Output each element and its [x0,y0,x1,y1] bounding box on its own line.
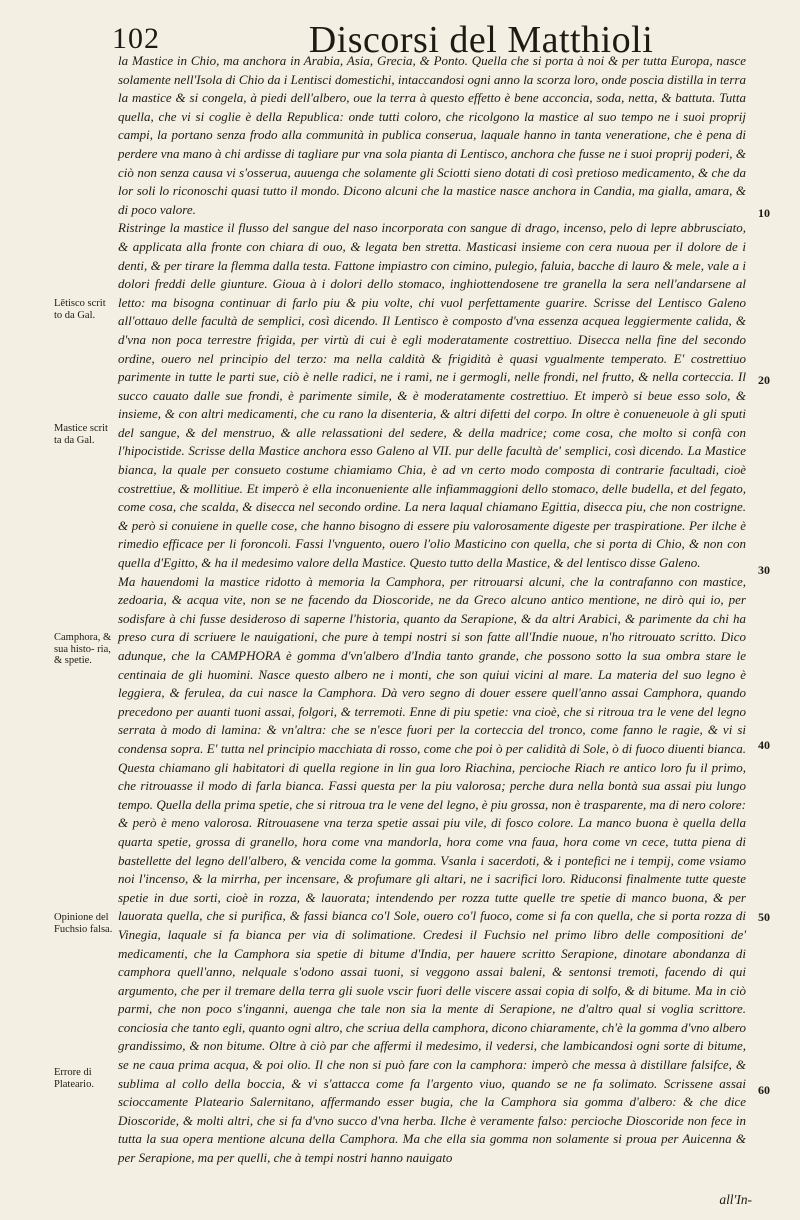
body-text [118,52,746,1168]
margin-note-mastice: Mastice scrit ta da Gal. [54,423,108,446]
page-number: 102 [112,22,160,55]
line-number: 30 [758,563,770,577]
margin-note-camphora: Camphora, & sua histo- ria, & spetie. [54,632,112,666]
paragraph-mastice-virtues: Ristringe la mastice il flusso del sangue del naso incorporata con sangue di drago, incenso, pelo di lepre abbrusciato, & applicata alla fronte con chiara di ouo, & legata ben stretta. Masticasi insieme con cera nuoua per il dolore de i denti, & per tirare la flemma dalla testa. Fattone impiastro con cimino, pulegio, faluia, bacche di lauro & mele, vale a i dolori freddi delle giunture. Gioua à i dolori dello stomaco, inghiottendosene tre granella la sera nell'andarsene al letto: ma bisogna continuar di farlo piu & piu volte, chi vuol perfettamente guarire. Scrisse del Lentisco Galeno all'ottauo delle facultà de semplici, così dicendo. Il Lentisco è composto d'vna essenza acquea leggiermente calida, & d'vna non poca terrestre frigida, per virtù di cui è egli moderatamente costrettiuo. Disecca nella fine del secondo ordine, ouero nel principio del terzo: ma nella caldità & frigidità è quasi vgualmente temperato. E' costrettiuo parimente in tutte le parti sue, ciò è nelle radici, ne i rami, ne i germogli, nelle frondi, nel frutto, & nella corteccia. Il succo cauato dalle sue frondi, è parimente simile, & è moderatamente costrettiuo. Et imperò si beue esso solo, & insieme, & con altri medicamenti, che cu rano la disenteria, & altri difetti del corpo. In oltre è conueneuole à gli sputi del sangue, & del menstruo, & alle relassationi del sedere, & della madrice; come cosa, che molto si confà con l'hipocistide. Scrisse della Mastice anchora esso Galeno al VII. pur delle facultà de' semplici, così dicendo. La Mastice bianca, la quale per consueto costume chiamiamo Chia, è ad vn certo modo composta di contrarie facultadi, cioè costrettiue, & mollitiue. Et imperò è ella inconueniente alle infiammaggioni dello stomaco, delle budella, et del fegato, come cosa, che scalda, & disecca nel secondo ordine. La nera laqual chiamano Egittia, disecca piu, che non costrigne. & però si conuiene in quelle cose, che hanno bisogno di essere piu valorosamente digeste per traspiratione. Per ilche è rimedio efficace per li foroncoli. Fassi l'vnguento, ouero l'olio Masticino con quella, che si porta di Chio, & non con quella d'Egitto, & ha il medesimo valore della Mastice. Questo tutto della Mastice, & del lentisco disse Galeno. [118,220,746,571]
line-number: 50 [758,910,770,924]
paragraph-camphora: Ma hauendomi la mastice ridotto à memoria la Camphora, per ritrouarsi alcuni, che la contrafanno con mastice, zedoaria, & acqua vite, non se ne facendo da Dioscoride, ne da Greco alcuno antico mentione, ne dirò qui io, per sodisfare à chi fusse desideroso di saperne l'historia, quanto da Serapione, & da altri Arabici, & parimente da chi ha preso cura di scriuere le nauigationi, che pure à tempi nostri si son fatte all'Indie nuoue, n'ho ritrouato scritto. Dico adunque, che la CAMPHORA è gomma d'vn'albero d'India tanto grande, che possono sotto la sua ombra stare le centinaia de gli huomini. Nasce questo albero ne i monti, che son quiui vicini al mare. La materia del suo legno è leggiera, & ferulea, da cui nasce la Camphora. Dà vero segno di douer essere quell'anno assai Camphora, quando precedono per auanti tuoni assai, folgori, & terremoti. Enne di piu spetie: vna cioè, che si ritroua tra le vene del legno serrata à modo di lamina: & vn'altra: che se n'esce fuori per la corteccia del tronco, come fanno le ragie, & vi si condensa sopra. E' tutta nel principio macchiata di rosso, come che poi ò per calidità di Sole, ò di fuoco diuenti bianca. Questa chiamano gli habitatori di quella regione in lin gua loro Riachina, percioche Riach re antico loro fu il primo, che ritrouasse il modo di farla bianca. Fassi questa per la piu valorosa; perche dura nella bontà sua assai piu lungo tempo. Quella della prima spetie, che si ritroua tra le vene del legno, è piu grossa, non è trasparente, ma di nero colore: & però è meno valorosa. Ritrouasene vna terza spetie assai piu vile, di fosco colore. La manco buona è quella della quarta spetie, grossa di granello, hora come vna mandorla, hora come vna faua, hora come vn cece, tutta piena di bastellette del legno dell'albero, & vencida come la gomma. Vsanla i sacerdoti, & i pontefici ne i tempij, come vsiamo noi l'incenso, & la mirrha, per incensare, & profumare gli altari, ne i sacrifici loro. Riduconsi finalmente tutte queste spetie in due sorti, cioè in rozza, & lauorata; intendendo per rozza tutte quelle tre spetie di manco buona, & per lauorata quella, che si purifica, & fassi bianca co'l Sole, ouero co'l fuoco, come si fa con quella, che si porta rozza di Vinegia, laquale si fa bianca per via di solimatione. Credesi il Fuchsio nel primo libro delle compositioni de' medicamenti, che la Camphora sia spetie di bitume d'India, per hauere scritto Serapione, dinotare abondanza di camphora quell'anno, nelquale s'odono assai tuoni, si veggono assai baleni, & sentonsi tremoti, facendo di qui argumento, che per il tremare della terra gli suole vscir fuori delle viscere assai copia di solfo, & di bitume. Ma in ciò parmi, che non poco s'inganni, auenga che tale non sia la mente di Serapione, ne d'altro qual si voglia scrittore. conciosia che tanto egli, quanto ogni altro, che scriua della camphora, dicono chiaramente, ch'è la gomma d'vno albero grandissimo, & non bitume. Oltre à ciò par che affermi il medesimo, il vedersi, che lambicandosi ogni sorte di bitume, se ne caua prima acqua, & poi olio. Il che non si può fare con la camphora: imperò che messa à distillare falsifce, & sublima al collo della boccia, & vi s'attacca come fa l'argento viuo, quando se ne fa solimato. Scrissene assai scioccamente Plateario Salernitano, affermando esser bugia, che la Camphora sia gomma d'albero: & che dice Dioscoride, & molti altri, che si fa d'vno succo d'vna herba. Ilche è veramente falso: percioche Dioscoride non fece in tutta la sua opera mentione alcuna della Camphora. Ma che ella sia gomma non solamente si proua per Auicenna & per Serapione, ma per quelli, che à tempi nostri hanno nauigato [118,573,746,1166]
margin-note-lentisco: Lētisco scrit to da Gal. [54,298,106,321]
line-number: 10 [758,206,770,220]
margin-note-plateario: Errore di Plateario. [54,1067,94,1090]
running-head: Discorsi del Matthioli [308,19,654,61]
line-number: 20 [758,373,770,387]
catchword: all'In- [719,1192,752,1207]
paragraph-mastice-origin: la Mastice in Chio, ma anchora in Arabia, Asia, Grecia, & Ponto. Quella che si porta à noi & per tutta Europa, nasce solamente nell'Isola di Chio da i Lentisci domestichi, intaccandosi ogni anno la scorza loro, onde poscia distilla in terra la mastice & si congela, à piedi dell'albero, oue la terra à questo effetto è bene acconcia, soda, netta, & battuta. Tutta quella, che vi si coglie è della Republica: onde tutti coloro, che ricolgono la mastice al suo tempo ne i suoi proprij campi, la portano senza frodo alla communità in publica conserua, laquale hanno in tanta veneratione, che è pena di perdere vna mano à chi ardisse di tagliare pur vna sola pianta di Lentisco, anchora che fusse ne i suoi proprij poderi, & ciò non senza causa vi s'osserua, auuenga che solamente gli Sciotti sieno dotati di così pretioso medicamento, & che da lor soli lo riconoschi quasi tutto il mondo. Dicono alcuni che la mastice nasce anchora in Candia, ma gialla, amara, & di poco valore. [118,53,746,217]
line-number: 60 [758,1083,770,1097]
margin-note-fuchsio: Opinione del Fuchsio falsa. [54,912,113,935]
line-number: 40 [758,738,770,752]
